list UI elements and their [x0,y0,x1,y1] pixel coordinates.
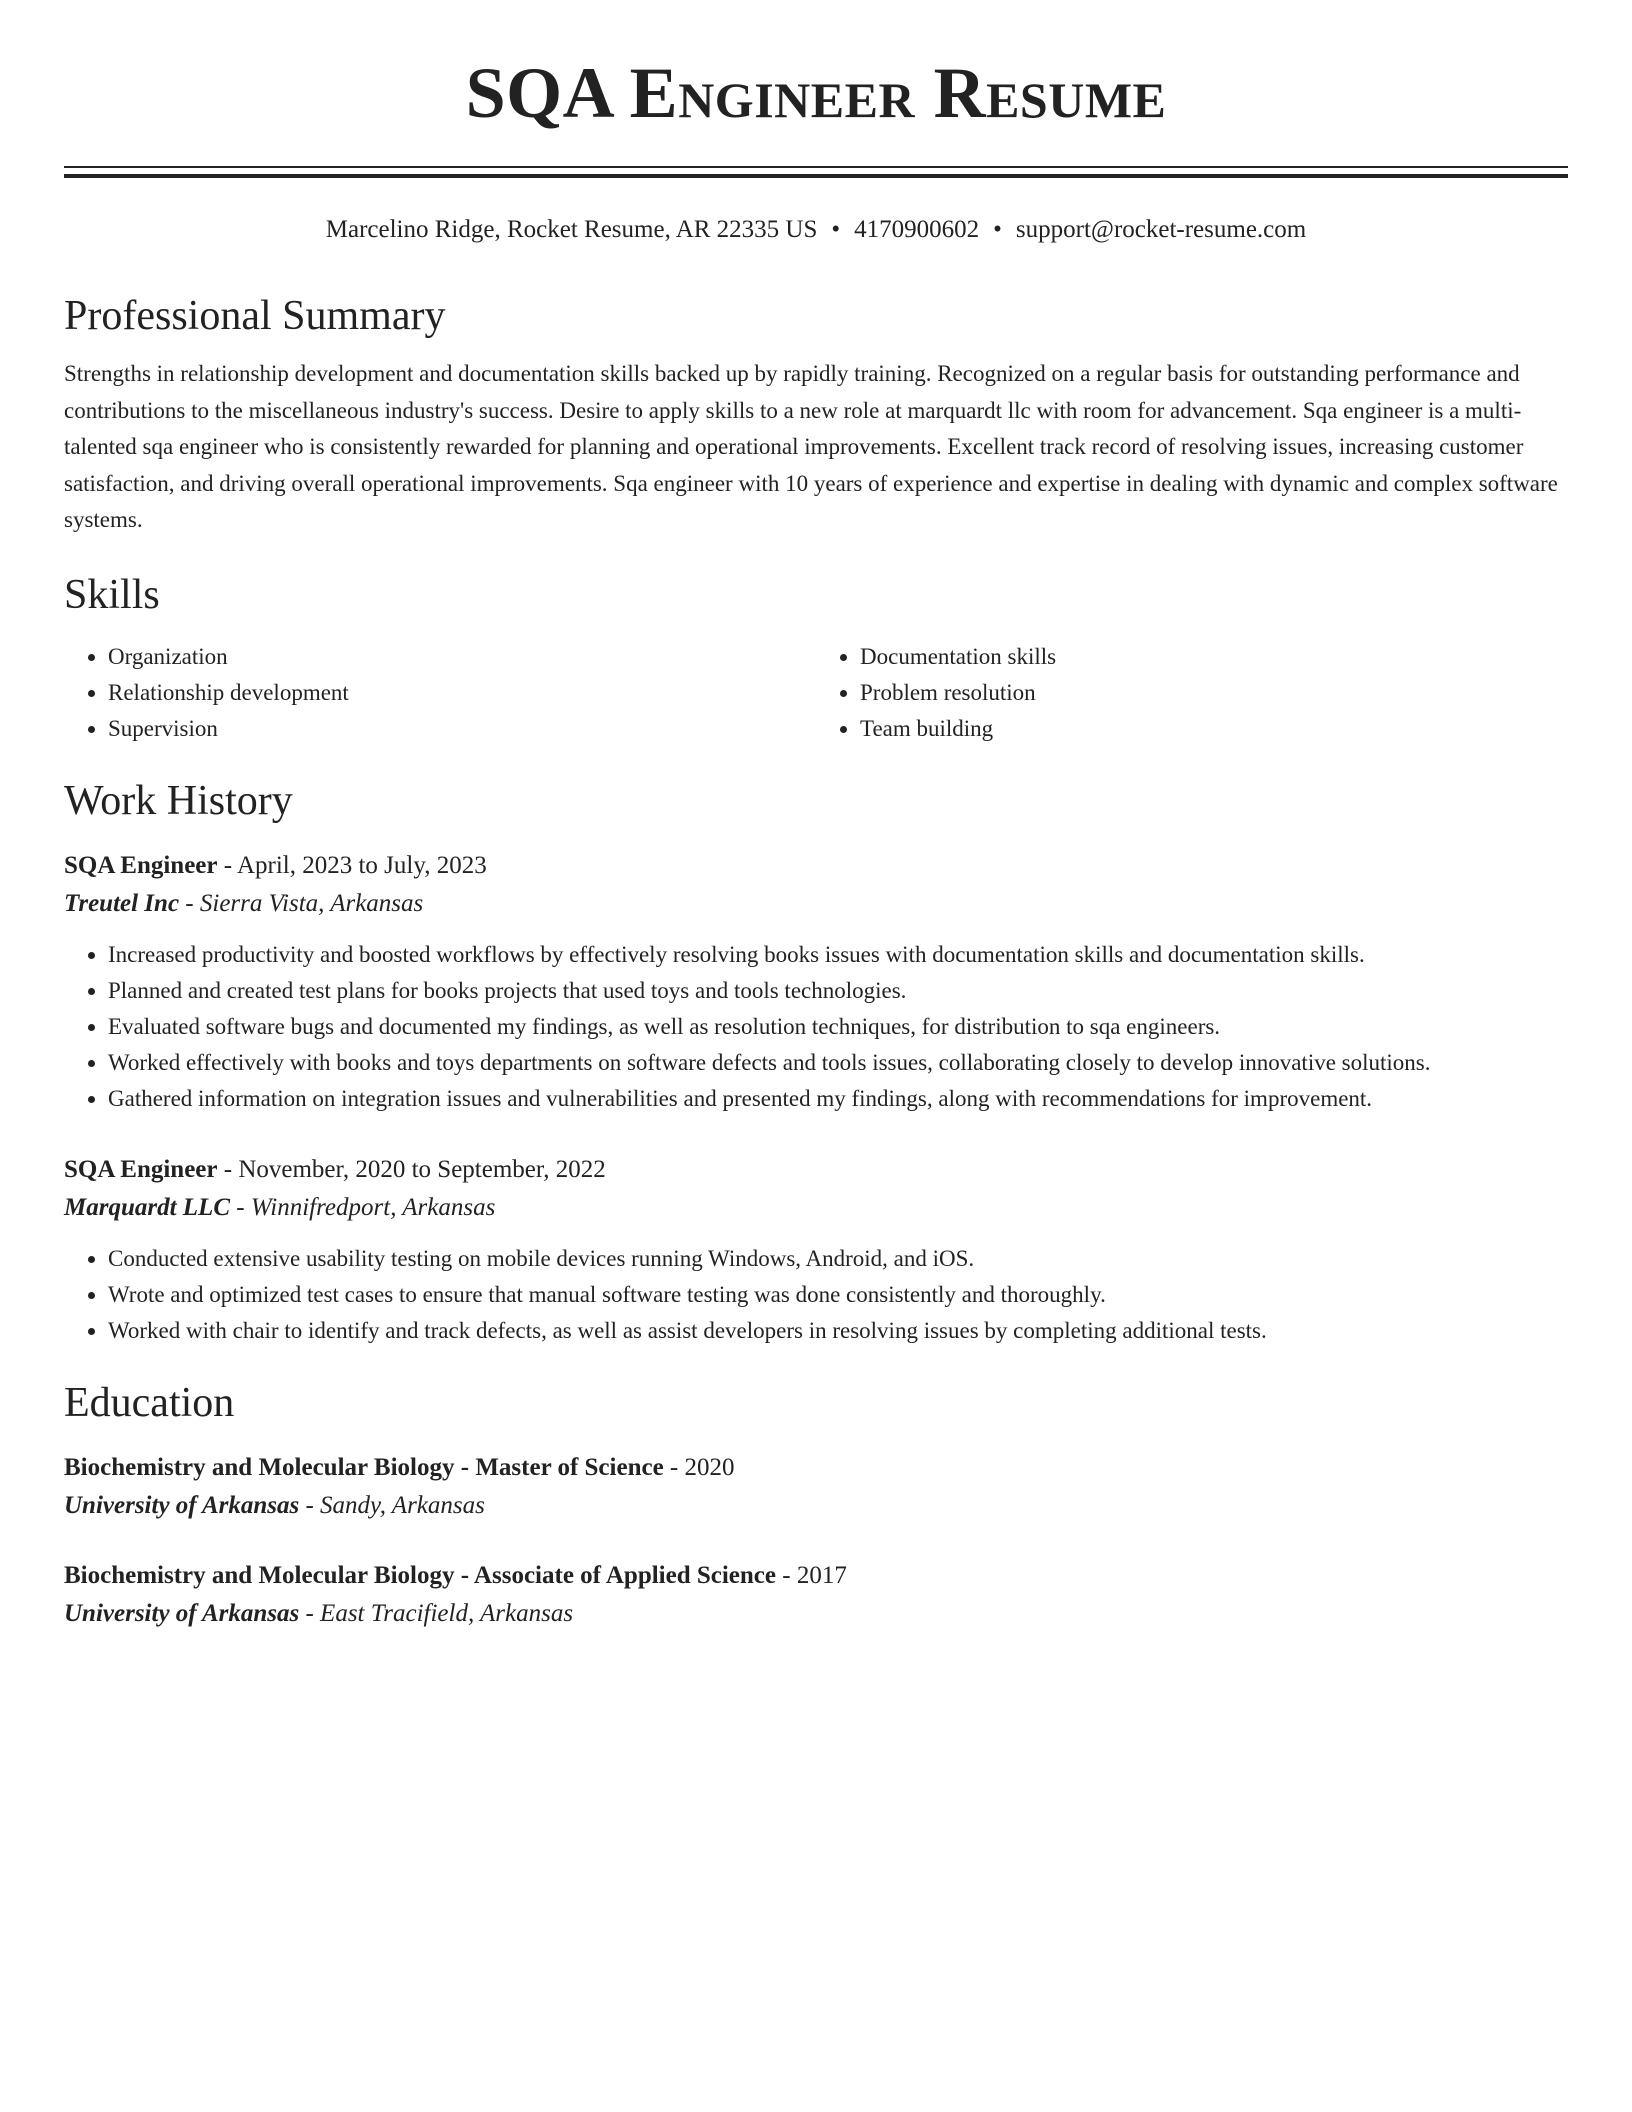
education-entry [64,1557,1568,1633]
resume-title: SQA Engineer Resume [465,53,1167,133]
job-bullet: • Conducted extensive usability testing on mobile devices running Windows, Android, and iOS. [108,1241,1568,1277]
education-degree: Biochemistry and Molecular Biology - Associate of Applied Science [64,1561,776,1589]
education-degree: Biochemistry and Molecular Biology - Master of Science [64,1453,664,1481]
education-heading: Education [64,1379,235,1426]
skill-item: • Team building [860,711,1568,747]
job-dates: - November, 2020 to September, 2022 [217,1155,606,1183]
job-bullets [64,1241,1568,1349]
job-location: - Sierra Vista, Arkansas [179,889,424,917]
job-entry [64,847,1568,1117]
divider-line-thin [64,166,1568,168]
education-school-line [64,1595,1568,1633]
education-year: - 2017 [776,1561,847,1589]
work-history-heading: Work History [64,777,293,824]
skill-item: • Problem resolution [860,675,1568,711]
job-bullet: • Gathered information on integration issues and vulnerabilities and presented my findings, along with recommendations for improvement. [108,1081,1568,1117]
job-role: SQA Engineer [64,1155,218,1183]
education-location: - East Tracifield, Arkansas [299,1599,574,1627]
contact-email: support@rocket-resume.com [1015,216,1307,243]
job-bullet: • Planned and created test plans for books projects that used toys and tools technologies. [108,973,1568,1009]
contact-line [64,212,1568,248]
divider-line-thick [64,174,1568,178]
job-bullet: • Worked effectively with books and toys departments on software defects and tools issues, collaborating closely to develop innovative solutions. [108,1045,1568,1081]
job-company: Treutel Inc [64,889,180,917]
education-location: - Sandy, Arkansas [299,1491,485,1519]
job-role: SQA Engineer [64,851,218,879]
job-company-line [64,885,1568,923]
summary-text: Strengths in relationship development and documentation skills backed up by rapidly training. Recognized on a regular basis for outstanding performance and contributions to the miscellaneous industry's success. Desire to apply skills to a new role at marquardt llc with room for advancement. Sqa engineer is a multi-talented sqa engineer who is consistently rewarded for planning and operational improvements. Excellent track record of resolving issues, increasing customer satisfaction, and driving overall operational improvements. Sqa engineer with 10 years of experience and expertise in dealing with dynamic and complex software systems. [64,361,1558,532]
contact-separator: • [993,216,1002,243]
job-bullet: • Increased productivity and boosted workflows by effectively resolving books issues with documentation skills and documentation skills. [108,937,1568,973]
education-header [64,1449,1568,1487]
title-divider [64,166,1568,178]
contact-phone: 4170900602 [854,216,980,243]
job-bullet: • Worked with chair to identify and track defects, as well as assist developers in resolving issues by completing additional tests. [108,1313,1568,1349]
skill-item: • Supervision [108,711,816,747]
skill-item: • Documentation skills [860,639,1568,675]
skill-item: • Relationship development [108,675,816,711]
job-bullet: • Wrote and optimized test cases to ensure that manual software testing was done consistently and thoroughly. [108,1277,1568,1313]
education-header [64,1557,1568,1595]
job-company: Marquardt LLC [64,1193,231,1221]
skill-item: • Organization [108,639,816,675]
skills-heading: Skills [64,571,160,618]
skills-list-left [64,639,816,747]
education-school: University of Arkansas [64,1491,300,1519]
job-bullet: • Evaluated software bugs and documented my findings, as well as resolution techniques, for distribution to sqa engineers. [108,1009,1568,1045]
job-location: - Winnifredport, Arkansas [230,1193,496,1221]
skills-list-right [816,639,1568,747]
contact-separator: • [831,216,841,243]
education-school: University of Arkansas [64,1599,300,1627]
job-entry [64,1151,1568,1349]
contact-address: Marcelino Ridge, Rocket Resume, AR 22335 US [325,216,818,243]
skills-grid [64,639,1568,747]
education-entry [64,1449,1568,1525]
education-year: - 2020 [663,1453,735,1481]
job-company-line [64,1189,1568,1227]
summary-heading: Professional Summary [64,293,446,339]
job-dates: - April, 2023 to July, 2023 [217,851,487,879]
job-header [64,1151,1568,1189]
job-header [64,847,1568,885]
job-bullets [64,937,1568,1117]
education-school-line [64,1487,1568,1525]
